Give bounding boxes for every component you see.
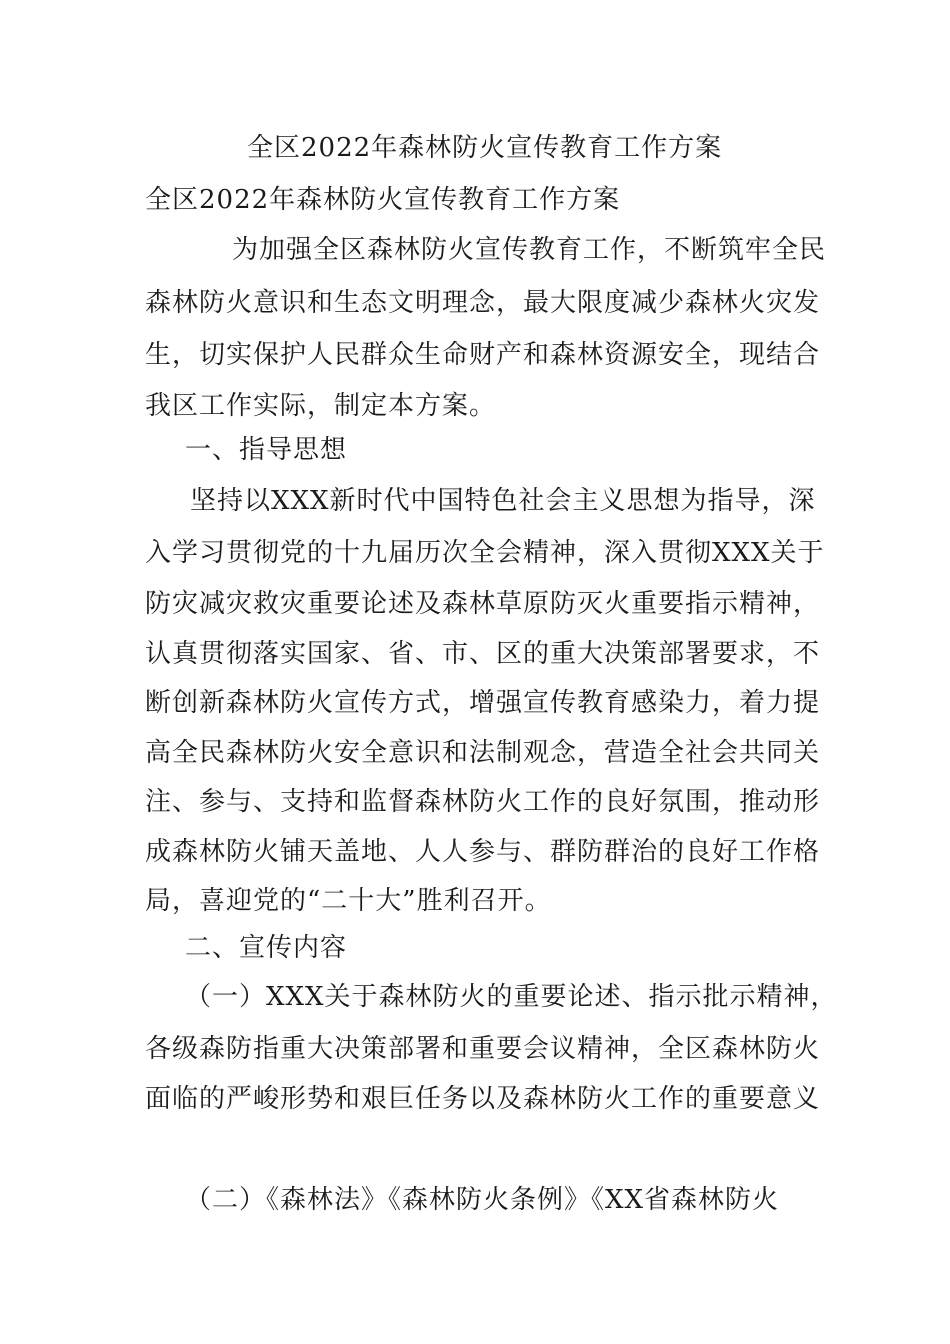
- guiding-line-2: 入学习贯彻党的十九届历次全会精神，深入贯彻XXX关于: [145, 538, 825, 568]
- section-heading-guiding-thought: 一、指导思想: [185, 435, 348, 465]
- document-subtitle: 全区2022年森林防火宣传教育工作方案: [145, 185, 621, 215]
- guiding-line-8: 成森林防火铺天盖地、人人参与、群防群治的良好工作格: [145, 837, 821, 867]
- intro-line-1: 为加强全区森林防火宣传教育工作，不断筑牢全民: [232, 235, 827, 265]
- intro-line-4: 我区工作实际，制定本方案。: [145, 391, 497, 421]
- content-item-2-line-1: （二）《森林法》《森林防火条例》《XX省森林防火: [185, 1185, 780, 1215]
- guiding-line-5: 断创新森林防火宣传方式，增强宣传教育感染力，着力提: [145, 688, 821, 718]
- guiding-line-6: 高全民森林防火安全意识和法制观念，营造全社会共同关: [145, 738, 821, 768]
- intro-line-3: 生，切实保护人民群众生命财产和森林资源安全，现结合: [145, 340, 821, 370]
- guiding-line-1: 坚持以XXX新时代中国特色社会主义思想为指导，深: [190, 486, 816, 516]
- content-item-1-line-1: （一）XXX关于森林防火的重要论述、指示批示精神，: [185, 982, 838, 1012]
- guiding-line-7: 注、参与、支持和监督森林防火工作的良好氛围，推动形: [145, 787, 821, 817]
- intro-line-2: 森林防火意识和生态文明理念，最大限度减少森林火灾发: [145, 288, 821, 318]
- guiding-line-4: 认真贯彻落实国家、省、市、区的重大决策部署要求，不: [145, 639, 821, 669]
- guiding-line-3: 防灾减灾救灾重要论述及森林草原防灭火重要指示精神，: [145, 589, 821, 619]
- content-item-1-line-2: 各级森防指重大决策部署和重要会议精神，全区森林防火: [145, 1034, 821, 1064]
- content-item-1-line-3: 面临的严峻形势和艰巨任务以及森林防火工作的重要意义: [145, 1084, 821, 1114]
- guiding-line-9: 局，喜迎党的“二十大”胜利召开。: [145, 886, 552, 916]
- document-title: 全区2022年森林防火宣传教育工作方案: [247, 133, 723, 163]
- section-heading-publicity-content: 二、宣传内容: [185, 933, 348, 963]
